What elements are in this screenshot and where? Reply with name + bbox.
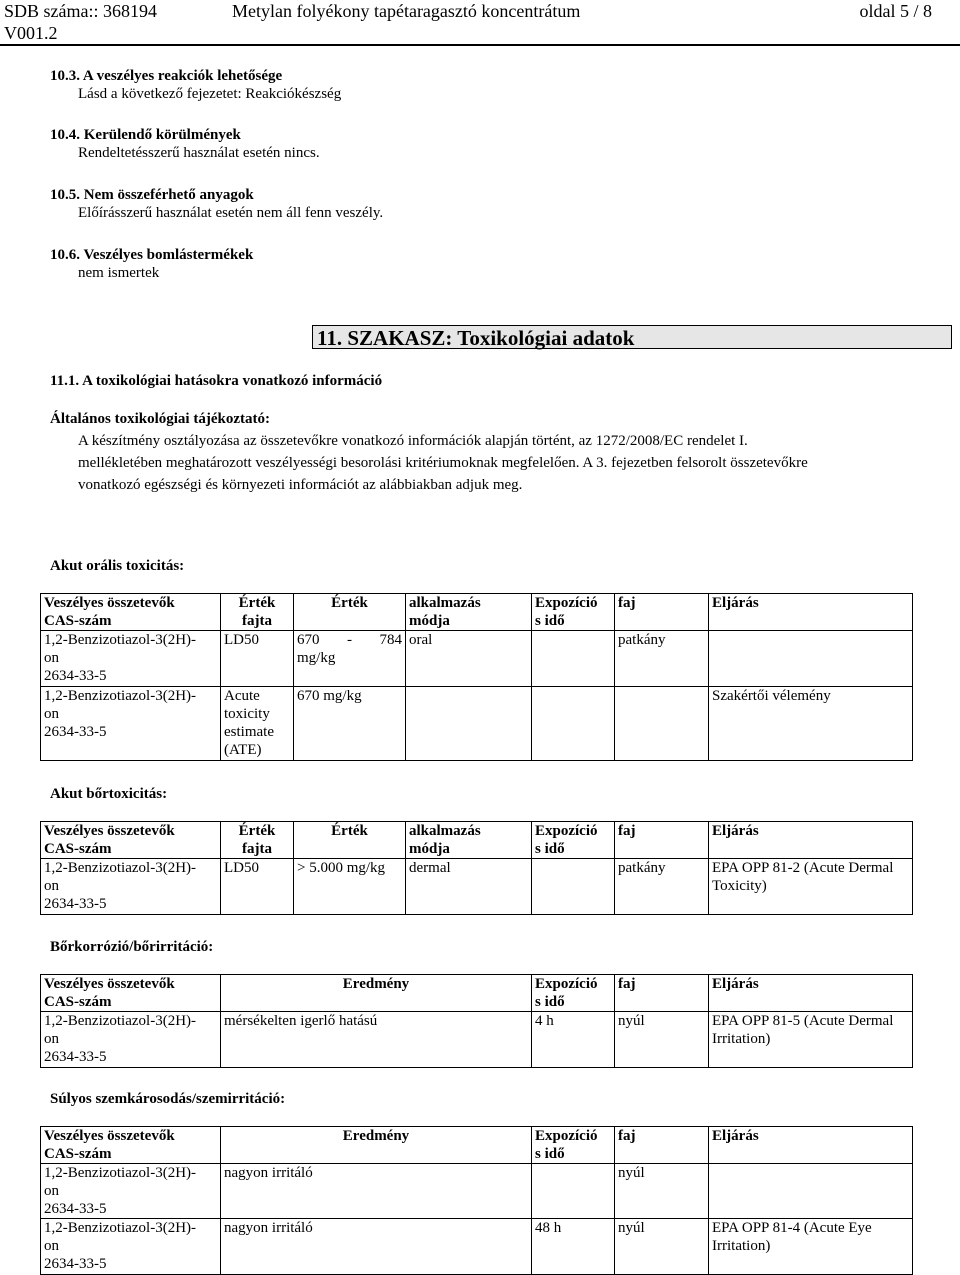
col-exposure: Expozíció s idő bbox=[532, 975, 615, 1012]
component-cell: 1,2-Benzizotiazol-3(2H)- on 2634-33-5 bbox=[41, 1164, 221, 1219]
table-header-row bbox=[41, 1127, 913, 1164]
exposure-cell bbox=[532, 631, 615, 687]
col-route: alkalmazás módja bbox=[406, 822, 532, 859]
section-10-4 bbox=[50, 126, 320, 162]
heading-10-6: 10.6. Veszélyes bomlástermékek bbox=[50, 247, 254, 263]
method-cell: Szakértői vélemény bbox=[709, 687, 913, 761]
version: V001.2 bbox=[4, 23, 58, 43]
exposure-cell: 48 h bbox=[532, 1219, 615, 1275]
species-cell: nyúl bbox=[615, 1219, 709, 1275]
exposure-cell bbox=[532, 1164, 615, 1219]
route-cell: oral bbox=[406, 631, 532, 687]
general-info-line-2: mellékletében meghatározott veszélyességi besorolási kritériumoknak megfelelően. A 3. fejezetben felsorolt összetevőkre bbox=[78, 455, 808, 471]
table-row bbox=[41, 687, 913, 761]
col-species: faj bbox=[615, 1127, 709, 1164]
component-cell: 1,2-Benzizotiazol-3(2H)- on 2634-33-5 bbox=[41, 687, 221, 761]
skin-irritation-heading: Bőrkorrózió/bőrirritáció: bbox=[50, 939, 214, 955]
heading-11-1: 11.1. A toxikológiai hatásokra vonatkozó információ bbox=[50, 373, 383, 389]
product-name: Metylan folyékony tapétaragasztó koncentrátum bbox=[232, 1, 581, 21]
table-header-row bbox=[41, 822, 913, 859]
text-10-6: nem ismertek bbox=[78, 265, 160, 281]
value-type-cell: Acute toxicity estimate (ATE) bbox=[221, 687, 294, 761]
text-10-5: Előírásszerű használat esetén nem áll fenn veszély. bbox=[78, 205, 384, 221]
col-result: Eredmény bbox=[221, 975, 532, 1012]
section-10-3 bbox=[50, 67, 341, 103]
method-cell: EPA OPP 81-5 (Acute Dermal Irritation) bbox=[709, 1012, 913, 1068]
method-cell: EPA OPP 81-4 (Acute Eye Irritation) bbox=[709, 1219, 913, 1275]
result-cell: nagyon irritáló bbox=[221, 1219, 532, 1275]
col-result: Eredmény bbox=[221, 1127, 532, 1164]
col-method: Eljárás bbox=[709, 975, 913, 1012]
value-cell: 670 mg/kg bbox=[294, 687, 406, 761]
method-cell bbox=[709, 631, 913, 687]
skin-irritation-table bbox=[40, 974, 913, 1068]
col-component: Veszélyes összetevők CAS-szám bbox=[41, 822, 221, 859]
general-info-heading: Általános toxikológiai tájékoztató: bbox=[50, 411, 270, 427]
section-10-6 bbox=[50, 246, 253, 282]
value-cell: 670 - 784 mg/kg bbox=[294, 631, 406, 687]
col-value: Érték bbox=[294, 822, 406, 859]
value-type-cell: LD50 bbox=[221, 859, 294, 915]
table-row bbox=[41, 631, 913, 687]
col-component: Veszélyes összetevők CAS-szám bbox=[41, 594, 221, 631]
oral-toxicity-heading: Akut orális toxicitás: bbox=[50, 558, 185, 574]
eye-irritation-heading: Súlyos szemkárosodás/szemirritáció: bbox=[50, 1091, 286, 1107]
component-cell: 1,2-Benzizotiazol-3(2H)- on 2634-33-5 bbox=[41, 1219, 221, 1275]
page-number: oldal 5 / 8 bbox=[859, 1, 932, 21]
species-cell: nyúl bbox=[615, 1164, 709, 1219]
species-cell: patkány bbox=[615, 631, 709, 687]
species-cell: nyúl bbox=[615, 1012, 709, 1068]
species-cell: patkány bbox=[615, 859, 709, 915]
col-method: Eljárás bbox=[709, 594, 913, 631]
method-cell: EPA OPP 81-2 (Acute Dermal Toxicity) bbox=[709, 859, 913, 915]
general-info-line-1: A készítmény osztályozása az összetevőkre vonatkozó információk alapján történt, az 1272/2008/EC rendelet I. bbox=[78, 433, 748, 449]
method-cell bbox=[709, 1164, 913, 1219]
general-info-line-3: vonatkozó egészségi és környezeti információt az alábbiakban adjuk meg. bbox=[78, 477, 523, 493]
dermal-toxicity-heading: Akut bőrtoxicitás: bbox=[50, 786, 168, 802]
text-10-4: Rendeltetésszerű használat esetén nincs. bbox=[78, 145, 320, 161]
component-cell: 1,2-Benzizotiazol-3(2H)- on 2634-33-5 bbox=[41, 859, 221, 915]
result-cell: nagyon irritáló bbox=[221, 1164, 532, 1219]
dermal-toxicity-table bbox=[40, 821, 913, 915]
col-value-type: Érték fajta bbox=[221, 822, 294, 859]
general-info-text bbox=[78, 432, 928, 494]
value-type-cell: LD50 bbox=[221, 631, 294, 687]
col-method: Eljárás bbox=[709, 822, 913, 859]
col-exposure: Expozíció s idő bbox=[532, 594, 615, 631]
col-species: faj bbox=[615, 822, 709, 859]
col-method: Eljárás bbox=[709, 1127, 913, 1164]
component-cell: 1,2-Benzizotiazol-3(2H)- on 2634-33-5 bbox=[41, 1012, 221, 1068]
col-component: Veszélyes összetevők CAS-szám bbox=[41, 975, 221, 1012]
species-cell bbox=[615, 687, 709, 761]
section-11-title: 11. SZAKASZ: Toxikológiai adatok bbox=[312, 325, 952, 349]
col-species: faj bbox=[615, 975, 709, 1012]
table-header-row bbox=[41, 594, 913, 631]
col-value-type: Érték fajta bbox=[221, 594, 294, 631]
table-row bbox=[41, 1012, 913, 1068]
result-cell: mérsékelten igerlő hatású bbox=[221, 1012, 532, 1068]
page-header bbox=[0, 0, 960, 44]
col-value: Érték bbox=[294, 594, 406, 631]
section-10-5 bbox=[50, 186, 383, 222]
value-cell: > 5.000 mg/kg bbox=[294, 859, 406, 915]
exposure-cell: 4 h bbox=[532, 1012, 615, 1068]
exposure-cell bbox=[532, 687, 615, 761]
sdb-number: SDB száma:: 368194 bbox=[4, 1, 157, 21]
table-header-row bbox=[41, 975, 913, 1012]
col-exposure: Expozíció s idő bbox=[532, 1127, 615, 1164]
table-row bbox=[41, 859, 913, 915]
exposure-cell bbox=[532, 859, 615, 915]
route-cell: dermal bbox=[406, 859, 532, 915]
col-route: alkalmazás módja bbox=[406, 594, 532, 631]
heading-10-5: 10.5. Nem összeférhető anyagok bbox=[50, 187, 254, 203]
col-component: Veszélyes összetevők CAS-szám bbox=[41, 1127, 221, 1164]
col-species: faj bbox=[615, 594, 709, 631]
table-row bbox=[41, 1164, 913, 1219]
eye-irritation-table bbox=[40, 1126, 913, 1275]
component-cell: 1,2-Benzizotiazol-3(2H)- on 2634-33-5 bbox=[41, 631, 221, 687]
oral-toxicity-table bbox=[40, 593, 913, 761]
heading-10-4: 10.4. Kerülendő körülmények bbox=[50, 127, 241, 143]
route-cell bbox=[406, 687, 532, 761]
header-divider bbox=[0, 44, 960, 46]
text-10-3: Lásd a következő fejezetet: Reakciókészség bbox=[78, 86, 342, 102]
col-exposure: Expozíció s idő bbox=[532, 822, 615, 859]
heading-10-3: 10.3. A veszélyes reakciók lehetősége bbox=[50, 68, 283, 84]
table-row bbox=[41, 1219, 913, 1275]
